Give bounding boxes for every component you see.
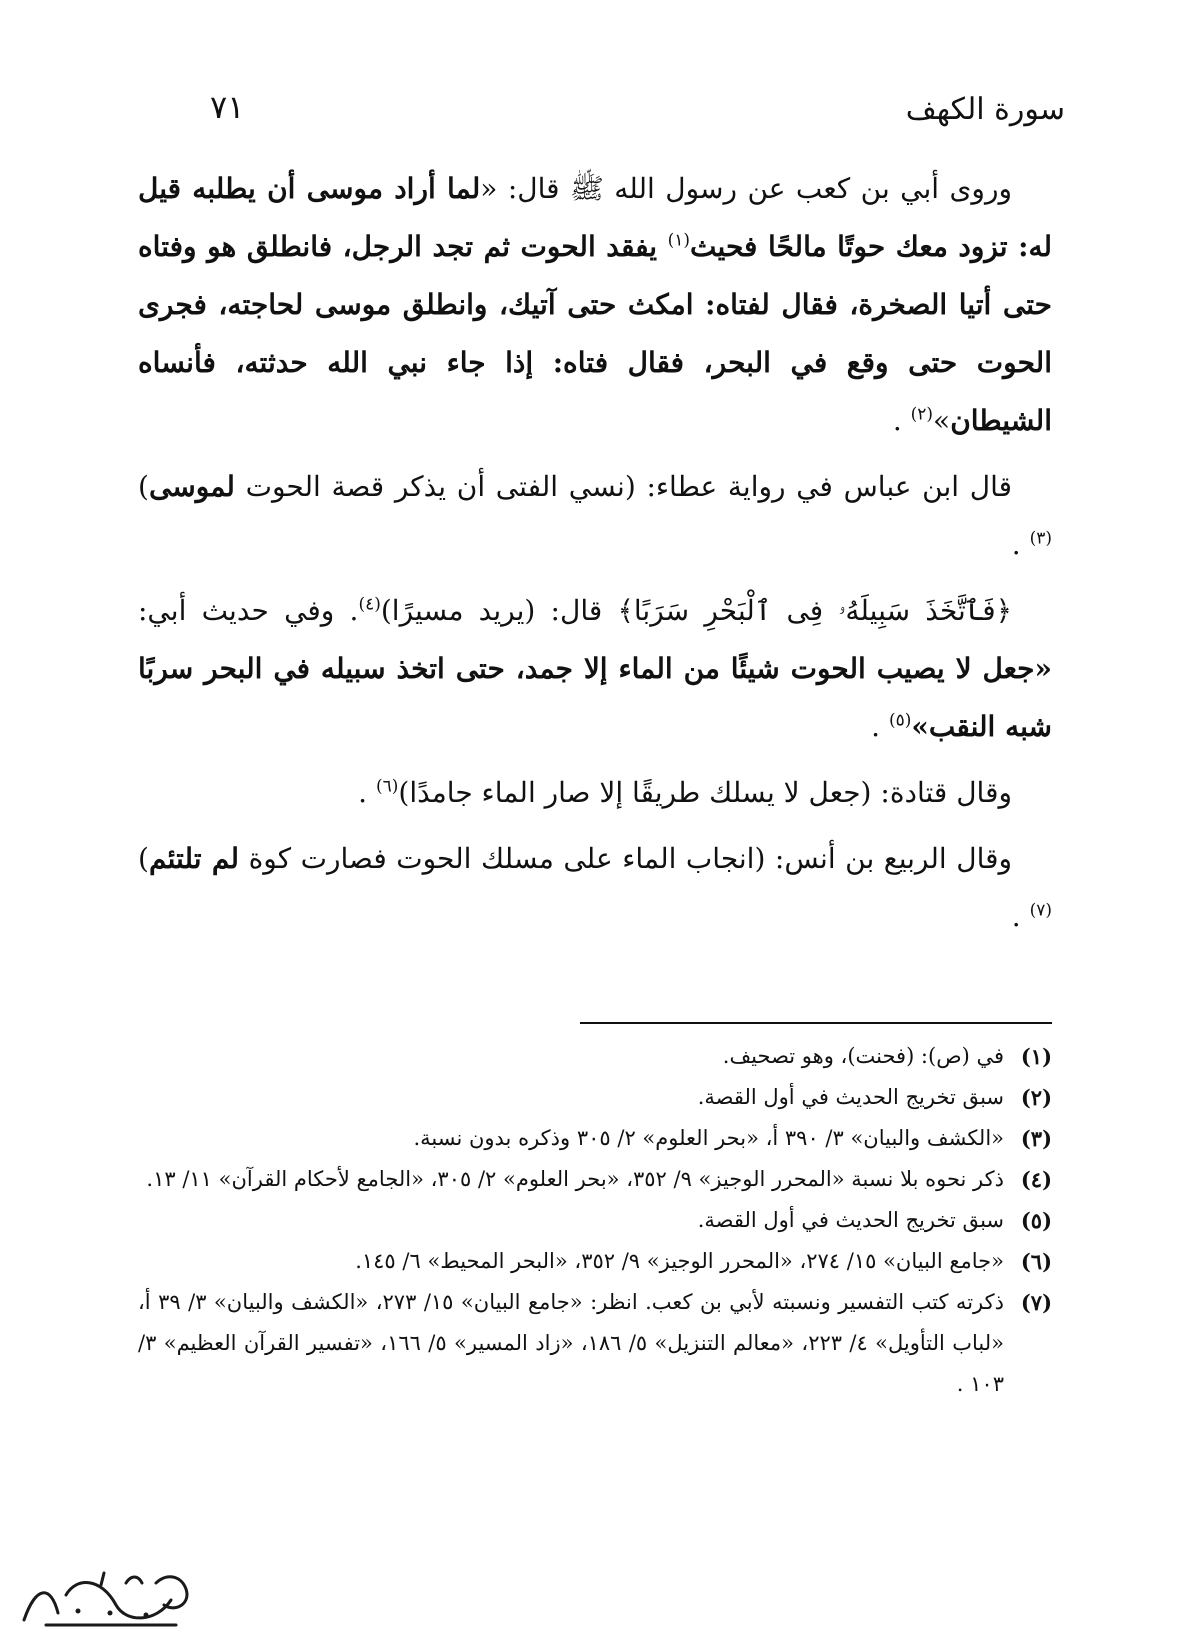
footnote-item xyxy=(138,1159,1052,1200)
footnote-separator xyxy=(580,1022,1052,1024)
footnote-reference: (٢) xyxy=(910,404,934,425)
footnotes xyxy=(138,1036,1052,1405)
text-run: . xyxy=(1011,528,1030,561)
footnote-item xyxy=(138,1200,1052,1241)
text-run: قال ابن عباس في رواية عطاء: (نسي الفتى أن يذكر قصة الحوت xyxy=(234,470,1012,503)
main-text xyxy=(138,160,1052,954)
footnote-item xyxy=(138,1118,1052,1159)
page-number: ٧١ xyxy=(210,88,245,126)
bold-text-run: يفقد الحوت ثم تجد الرجل، فانطلق هو وفتاه حتى أتيا الصخرة، فقال لفتاه: امكث حتى آتيك، وانطلق موسى لحاجته، فجرى الحوت حتى وقع في البحر، فقال فتاه: إذا جاء نبي الله حدثته، فأنساه الشيطان xyxy=(138,230,1052,437)
surah-title: سورة الكهف xyxy=(905,92,1065,127)
footnote-reference: (٤) xyxy=(358,594,381,615)
footnote-number: (٦) xyxy=(1020,1249,1052,1274)
paragraph xyxy=(138,582,1052,756)
paragraph xyxy=(138,830,1052,946)
footnote-reference: (٥) xyxy=(888,710,912,731)
text-run: . xyxy=(871,710,889,743)
footnote-number: (٣) xyxy=(1020,1126,1052,1151)
footnote-text: سبق تخريج الحديث في أول القصة. xyxy=(697,1085,1004,1109)
text-run: . xyxy=(358,776,376,809)
bold-text-run: «جعل لا يصيب الحوت شيئًا من الماء إلا جمد، حتى اتخذ سبيله في البحر سربًا شبه النقب» xyxy=(138,652,1052,743)
bold-text-run: لما أراد موسى أن يطلبه قيل له: تزود معك حوتًا مالحًا فحيث xyxy=(138,172,1053,263)
text-run: » xyxy=(933,404,951,437)
text-run: . وفي حديث أبي: xyxy=(138,594,359,627)
bold-text-run: لموسى xyxy=(148,470,235,503)
footnote-number: (٤) xyxy=(1020,1167,1052,1192)
text-run: ) xyxy=(138,470,149,503)
footnote-reference: (٧) xyxy=(1029,900,1052,921)
paragraph xyxy=(138,160,1052,450)
text-run: ) xyxy=(138,842,149,875)
text-run: ﴿فَٱتَّخَذَ سَبِيلَهُۥ فِى ٱلْبَحْرِ سَرَبًا﴾ قال: (يريد مسيرًا) xyxy=(380,594,1013,627)
footnote-number: (١) xyxy=(1020,1044,1052,1069)
footnote-text: «الكشف والبيان» ٣/ ٣٩٠ أ، «بحر العلوم» ٢/ ٣٠٥ وذكره بدون نسبة. xyxy=(413,1126,1004,1150)
footnote-text: في (ص): (فحنت)، وهو تصحيف. xyxy=(722,1044,1004,1068)
paragraph xyxy=(138,764,1052,822)
footnote-text: ذكر نحوه بلا نسبة «المحرر الوجيز» ٩/ ٣٥٢، «بحر العلوم» ٢/ ٣٠٥، «الجامع لأحكام القرآن» ١١/ ١٣. xyxy=(146,1167,1004,1191)
footnote-item xyxy=(138,1241,1052,1282)
bold-text-run: لم تلتئم xyxy=(148,842,240,875)
page-header xyxy=(200,88,1065,138)
text-run: وقال الربيع بن أنس: (انجاب الماء على مسلك الحوت فصارت كوة xyxy=(239,842,1013,875)
text-run: وروى أبي بن كعب عن رسول الله ﷺ قال: « xyxy=(480,172,1012,205)
footnote-number: (٥) xyxy=(1020,1208,1052,1233)
footnote-reference: (١) xyxy=(667,230,691,251)
footnote-reference: (٣) xyxy=(1029,528,1052,549)
text-run: . xyxy=(1011,900,1030,933)
footnote-text: «جامع البيان» ١٥/ ٢٧٤، «المحرر الوجيز» ٩/ ٣٥٢، «البحر المحيط» ٦/ ١٤٥. xyxy=(355,1249,1004,1273)
footnote-reference: (٦) xyxy=(375,776,399,797)
footnote-item xyxy=(138,1036,1052,1077)
footnote-text: ذكرته كتب التفسير ونسبته لأبي بن كعب. انظر: «جامع البيان» ١٥/ ٢٧٣، «الكشف والبيان» ٣/ ٣٩ أ، «لباب التأويل» ٤/ ٢٢٣، «معالم التنزيل» ٥/ ١٨٦، «زاد المسير» ٥/ ١٦٦، «تفسير القرآن العظيم» ٣/ ١٠٣ . xyxy=(138,1290,1004,1396)
footnote-number: (٢) xyxy=(1020,1085,1052,1110)
footnote-item xyxy=(138,1282,1052,1405)
footnote-item xyxy=(138,1077,1052,1118)
footnote-text: سبق تخريج الحديث في أول القصة. xyxy=(697,1208,1004,1232)
paragraph xyxy=(138,458,1052,574)
footnote-number: (٧) xyxy=(1020,1290,1052,1315)
publisher-logo xyxy=(6,1565,206,1643)
text-run: . xyxy=(892,404,911,437)
text-run: وقال قتادة: (جعل لا يسلك طريقًا إلا صار الماء جامدًا) xyxy=(398,776,1012,809)
